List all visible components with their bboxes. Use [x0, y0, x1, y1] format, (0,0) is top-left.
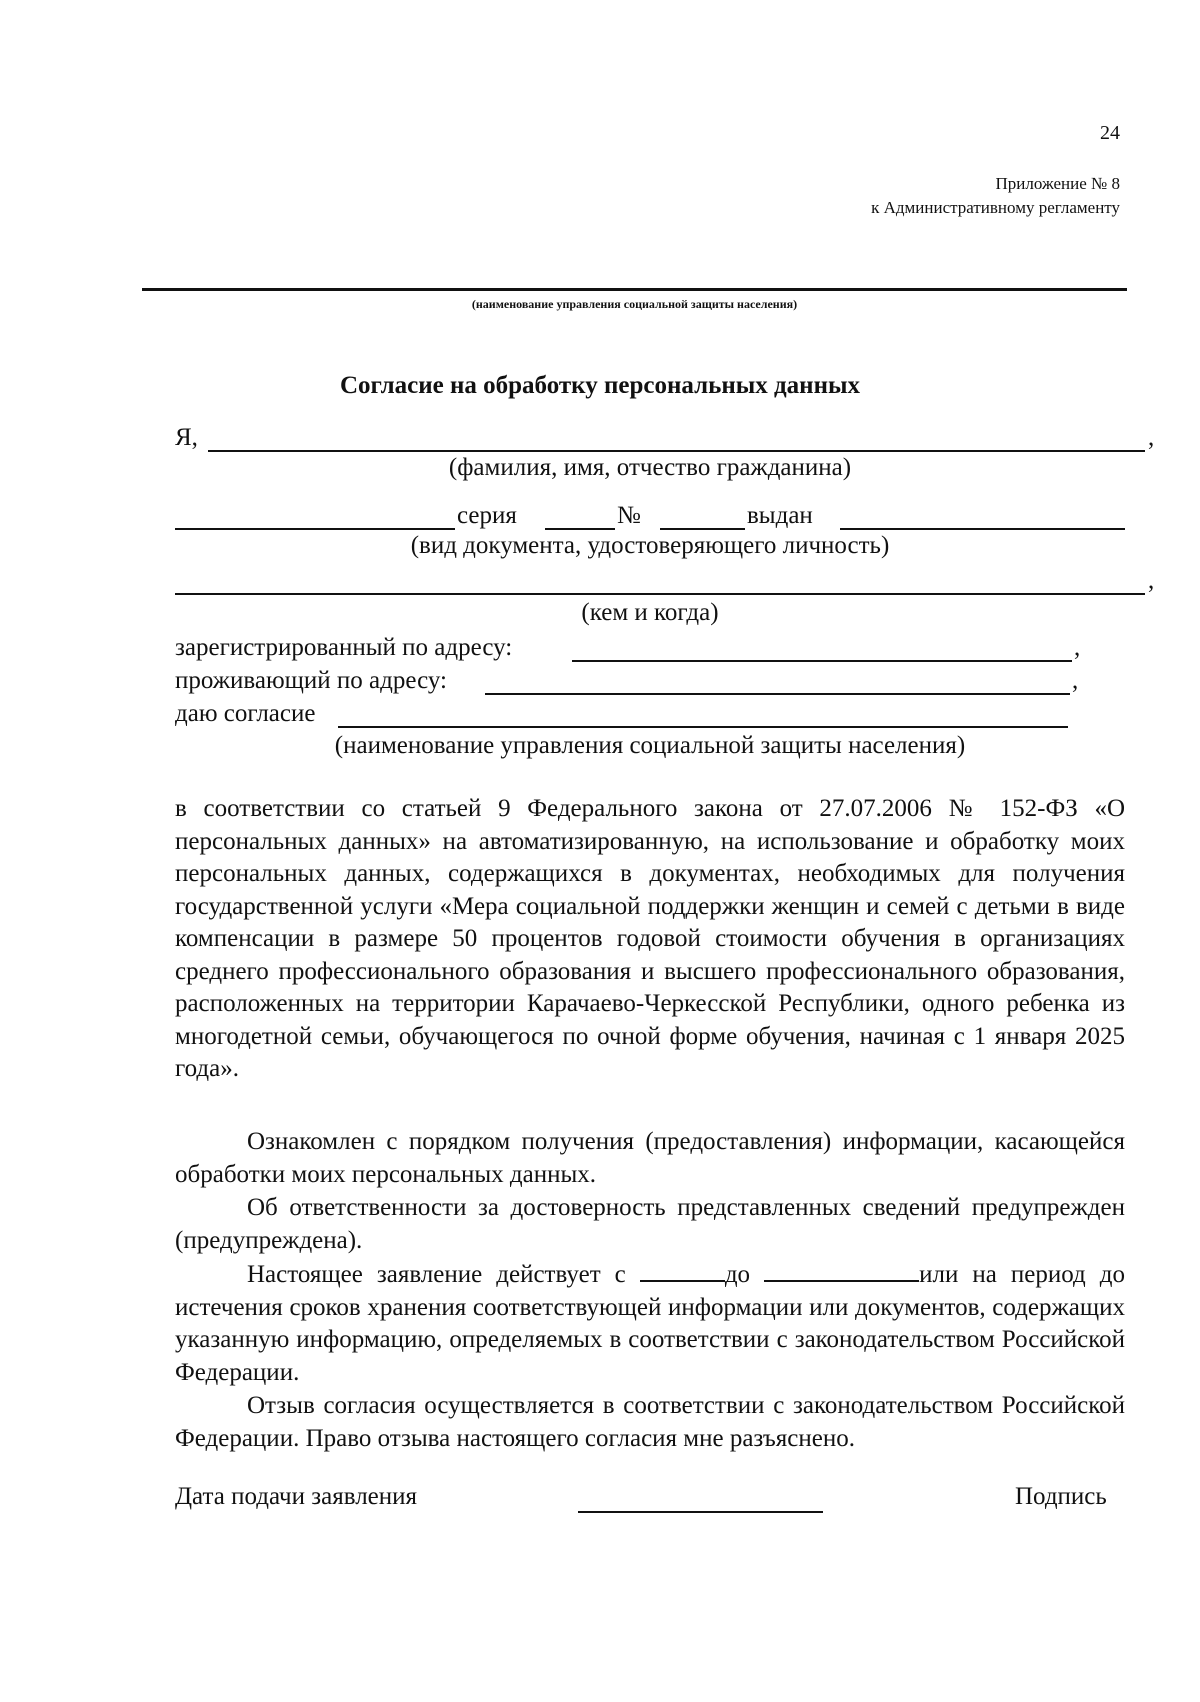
annex-subtitle: к Административному регламенту: [871, 198, 1120, 217]
body-paragraph-5: Отзыв согласия осуществляется в соответствии с законодательством Российской Федерации. Право отзыва настоящего согласия мне разъяснено.: [175, 1392, 1125, 1452]
fio-comma: ,: [1148, 424, 1155, 451]
living-comma: ,: [1072, 667, 1079, 694]
consent-caption: (наименование управления социальной защиты населения): [334, 732, 966, 759]
body-paragraph-2: Ознакомлен с порядком получения (предоставления) информации, касающейся обработки моих персональных данных.: [175, 1128, 1125, 1188]
body-paragraph-1: в соответствии со статьей 9 Федерального закона от 27.07.2006 № 152-ФЗ «О персональных данных» на автоматизированную, на использование и обработку моих персональных данных, содержащихся в документах, необходимых для получения государственной услуги «Мера социальной поддержки женщин и семей с детьми в виде компенсации в размере 50 процентов годовой стоимости обучения в организациях среднего профессионального образования и высшего профессионального образования, расположенных на территории Карачаево-Черкесской Республики, одного ребенка из многодетной семьи, обучающегося по очной форме обучения, начиная с 1 января 2025 года».: [175, 795, 1125, 1082]
validity-rest-text: или на период до истечения сроков хранения соответствующей информации или документов, содержащих указанную информацию, определяемых в соответствии с законодательством Российской Федерации.: [175, 1261, 1125, 1386]
living-label: проживающий по адресу:: [175, 667, 447, 694]
issued-by-comma: ,: [1148, 567, 1155, 594]
validity-start-text: Настоящее заявление действует с: [247, 1261, 626, 1288]
issued-label: выдан: [747, 502, 813, 529]
fio-caption: (фамилия, имя, отчество гражданина): [448, 454, 852, 481]
registered-label: зарегистрированный по адресу:: [175, 634, 513, 661]
validity-from-field[interactable]: [640, 1258, 725, 1282]
living-address-line[interactable]: [485, 693, 1070, 695]
number-label: №: [617, 502, 641, 529]
i-label: Я,: [175, 424, 198, 451]
consent-label: даю согласие: [175, 700, 316, 727]
signature-line[interactable]: [578, 1511, 823, 1513]
submission-date-label: Дата подачи заявления: [175, 1483, 418, 1510]
registered-comma: ,: [1074, 634, 1081, 661]
validity-to-text: до: [724, 1261, 751, 1288]
consent-organization-line[interactable]: [338, 726, 1068, 728]
signature-label: Подпись: [1015, 1483, 1107, 1510]
issued-by-line[interactable]: [175, 593, 1145, 595]
organization-name-line[interactable]: [142, 288, 1127, 291]
series-label: серия: [457, 502, 517, 529]
document-caption: (вид документа, удостоверяющего личность): [410, 532, 890, 559]
document-title: Согласие на обработку персональных данных: [339, 372, 860, 399]
annex-title: Приложение № 8: [995, 174, 1120, 193]
organization-name-caption: (наименование управления социальной защиты населения): [471, 297, 798, 311]
body-paragraph-4: [175, 1258, 1125, 1389]
validity-to-field[interactable]: [764, 1258, 919, 1282]
issued-by-caption: (кем и когда): [581, 599, 719, 626]
page-number: 24: [1100, 122, 1120, 144]
registered-address-line[interactable]: [572, 660, 1072, 662]
body-paragraph-3: Об ответственности за достоверность представленных сведений предупрежден (предупреждена).: [175, 1194, 1125, 1254]
